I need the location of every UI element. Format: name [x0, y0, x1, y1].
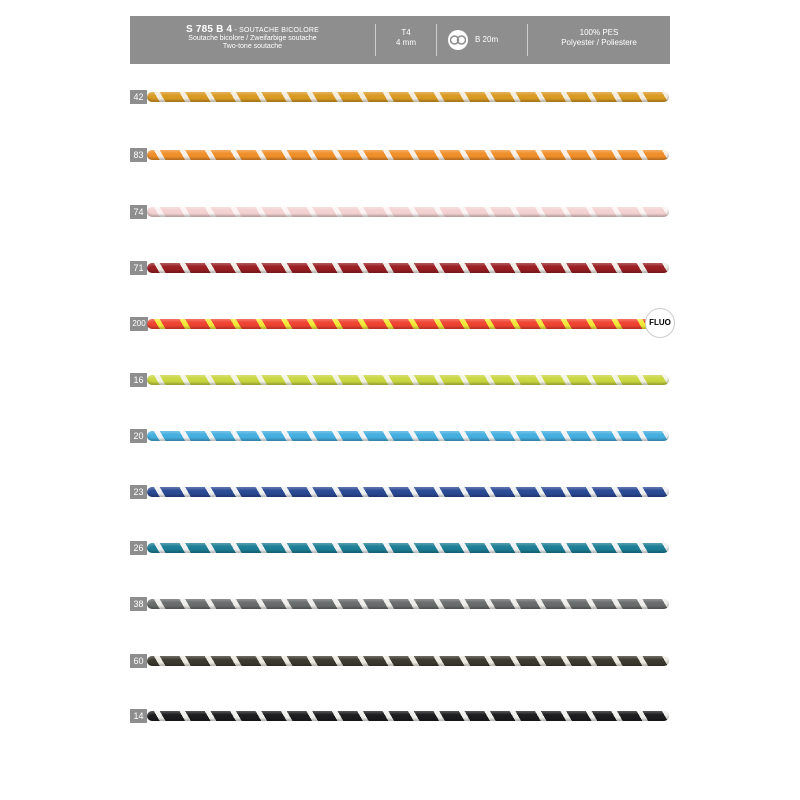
braid-swatch [147, 711, 669, 721]
color-code-tab [130, 485, 147, 499]
packaging-block [437, 16, 527, 64]
color-code: 23 [133, 487, 144, 497]
fluo-badge [645, 308, 675, 338]
length-label: B 20m [475, 35, 499, 44]
color-code-tab [130, 597, 147, 611]
color-code-tab [130, 261, 147, 275]
product-title [130, 24, 375, 35]
product-name: - SOUTACHE BICOLORE [232, 27, 319, 34]
color-code-tab [130, 654, 147, 668]
composition-material: Polyester / Poliestere [561, 38, 637, 47]
description-line-1: Soutache bicolore / Zweifarbige soutache [188, 35, 317, 42]
size-block [376, 16, 436, 64]
color-code-tab [130, 429, 147, 443]
reel-icon [447, 29, 469, 51]
product-header [130, 16, 670, 64]
size-code: T4 [401, 28, 411, 37]
color-code: 42 [133, 92, 144, 102]
braid-swatch [147, 319, 669, 329]
composition-percent: 100% PES [579, 28, 619, 37]
color-code: 38 [133, 599, 144, 609]
color-code-tab [130, 541, 147, 555]
braid-swatch [147, 150, 669, 160]
braid-swatch [147, 487, 669, 497]
product-code: S 785 B 4 [186, 24, 233, 35]
braid-swatch [147, 207, 669, 217]
size-mm: 4 mm [396, 38, 416, 47]
braid-swatch [147, 599, 669, 609]
color-code: 26 [133, 543, 144, 553]
color-code-tab [130, 148, 147, 162]
color-code: 20 [133, 431, 144, 441]
color-code-tab [130, 90, 147, 104]
color-code: 200 [132, 319, 146, 328]
color-code: 14 [133, 711, 144, 721]
braid-swatch [147, 656, 669, 666]
title-block [130, 16, 375, 64]
color-code: 16 [133, 375, 144, 385]
color-code: 71 [133, 263, 144, 273]
color-code-tab [130, 205, 147, 219]
color-code-tab [130, 317, 148, 331]
color-code: 74 [133, 207, 144, 217]
color-code-tab [130, 373, 147, 387]
braid-swatch [147, 431, 669, 441]
braid-swatch [147, 375, 669, 385]
composition-block [528, 16, 670, 64]
fluo-label: FLUO [649, 318, 671, 327]
braid-swatch [147, 263, 669, 273]
braid-swatch [147, 543, 669, 553]
color-code: 83 [133, 150, 144, 160]
description-line-2: Two-tone soutache [222, 43, 283, 50]
color-code-tab [130, 709, 147, 723]
color-code: 60 [133, 656, 144, 666]
braid-swatch [147, 92, 669, 102]
